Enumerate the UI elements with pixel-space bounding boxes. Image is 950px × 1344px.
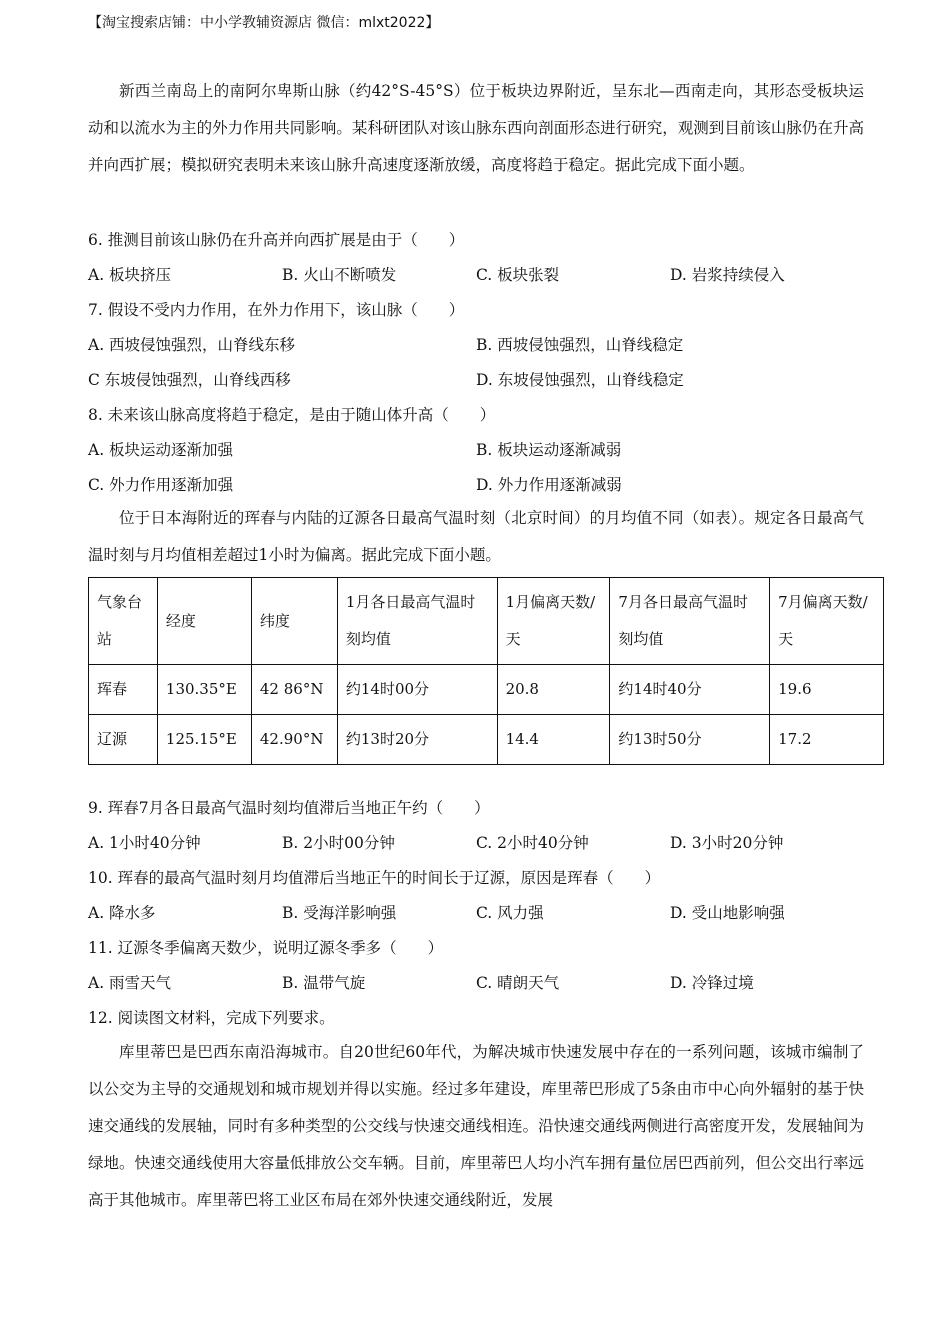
q10-option-a: A. 降水多 xyxy=(88,904,156,922)
header-cell: 7月偏离天数/天 xyxy=(770,578,884,665)
table-cell: 辽源 xyxy=(89,715,158,765)
q9-stem: 9. 珲春7月各日最高气温时刻均值滞后当地正午约（ ） xyxy=(88,799,490,817)
table-header-row xyxy=(89,578,884,665)
table-cell: 17.2 xyxy=(770,715,884,765)
q6-stem: 6. 推测目前该山脉仍在升高并向西扩展是由于（ ） xyxy=(88,231,465,249)
q11-option-d: D. 冷锋过境 xyxy=(670,974,754,992)
q6-option-d: D. 岩浆持续侵入 xyxy=(670,266,785,284)
header-cell: 1月各日最高气温时刻均值 xyxy=(337,578,497,665)
q11-stem: 11. 辽源冬季偏离天数少，说明辽源冬季多（ ） xyxy=(88,939,444,957)
header-cell: 7月各日最高气温时刻均值 xyxy=(610,578,770,665)
header-cell: 气象台站 xyxy=(89,578,158,665)
q6-option-b: B. 火山不断喷发 xyxy=(282,266,397,284)
q8-stem: 8. 未来该山脉高度将趋于稳定，是由于随山体升高（ ） xyxy=(88,406,496,424)
table-cell: 130.35°E xyxy=(157,665,251,715)
q10-option-b: B. 受海洋影响强 xyxy=(282,904,397,922)
q8-option-b: B. 板块运动逐渐减弱 xyxy=(476,441,622,459)
passage-temperature: 位于日本海附近的珲春与内陆的辽源各日最高气温时刻（北京时间）的月均值不同（如表）。规定各日最高气温时刻与月均值相差超过1小时为偏离。据此完成下面小题。 xyxy=(88,509,864,564)
passage-southern-alps: 新西兰南岛上的南阿尔卑斯山脉（约42°S-45°S）位于板块边界附近，呈东北—西南走向，其形态受板块运动和以流水为主的外力作用共同影响。某科研团队对该山脉东西向剖面形态进行研究，观测到目前该山脉仍在升高并向西扩展；模拟研究表明未来该山脉升高速度逐渐放缓，高度将趋于稳定。据此完成下面小题。 xyxy=(88,82,864,174)
q10-option-c: C. 风力强 xyxy=(476,904,544,922)
q11-option-b: B. 温带气旋 xyxy=(282,974,366,992)
header-cell: 纬度 xyxy=(251,578,337,665)
q12-stem: 12. 阅读图文材料，完成下列要求。 xyxy=(88,1009,335,1027)
q9-option-b: B. 2小时00分钟 xyxy=(282,834,395,852)
q7-option-b: B. 西坡侵蚀强烈，山脊线稳定 xyxy=(476,336,684,354)
q7-stem: 7. 假设不受内力作用，在外力作用下，该山脉（ ） xyxy=(88,301,465,319)
table-cell: 42 86°N xyxy=(251,665,337,715)
table-cell: 约13时50分 xyxy=(610,715,770,765)
page-header: 【淘宝搜索店铺：中小学教辅资源店 微信：mlxt2022】 xyxy=(88,15,440,31)
table-cell: 约14时00分 xyxy=(337,665,497,715)
q10-option-d: D. 受山地影响强 xyxy=(670,904,785,922)
q7-option-c: C 东坡侵蚀强烈，山脊线西移 xyxy=(88,371,291,389)
table-cell: 19.6 xyxy=(770,665,884,715)
table-row xyxy=(89,715,884,765)
q6-option-c: C. 板块张裂 xyxy=(476,266,560,284)
table-cell: 20.8 xyxy=(497,665,610,715)
passage-curitiba: 库里蒂巴是巴西东南沿海城市。自20世纪60年代，为解决城市快速发展中存在的一系列问题，该城市编制了以公交为主导的交通规划和城市规划并得以实施。经过多年建设，库里蒂巴形成了5条由市中心向外辐射的基于快速交通线的发展轴，同时有多种类型的公交线与快速交通线相连。沿快速交通线两侧进行高密度开发，发展轴间为绿地。快速交通线使用大容量低排放公交车辆。目前，库里蒂巴人均小汽车拥有量位居巴西前列，但公交出行率远高于其他城市。库里蒂巴将工业区布局在郊外快速交通线附近，发展 xyxy=(88,1043,864,1209)
q6-option-a: A. 板块挤压 xyxy=(88,266,172,284)
q7-option-a: A. 西坡侵蚀强烈，山脊线东移 xyxy=(88,336,296,354)
q9-option-d: D. 3小时20分钟 xyxy=(670,834,784,852)
q10-stem: 10. 珲春的最高气温时刻月均值滞后当地正午的时间长于辽源，原因是珲春（ ） xyxy=(88,869,661,887)
q7-option-d: D. 东坡侵蚀强烈，山脊线稳定 xyxy=(476,371,684,389)
q8-option-a: A. 板块运动逐渐加强 xyxy=(88,441,234,459)
q9-option-c: C. 2小时40分钟 xyxy=(476,834,589,852)
q11-option-c: C. 晴朗天气 xyxy=(476,974,560,992)
table-cell: 42.90°N xyxy=(251,715,337,765)
q8-option-c: C. 外力作用逐渐加强 xyxy=(88,476,234,494)
header-cell: 1月偏离天数/天 xyxy=(497,578,610,665)
table-cell: 约13时20分 xyxy=(337,715,497,765)
table-row xyxy=(89,665,884,715)
header-cell: 经度 xyxy=(157,578,251,665)
q11-option-a: A. 雨雪天气 xyxy=(88,974,172,992)
table-cell: 约14时40分 xyxy=(610,665,770,715)
q9-option-a: A. 1小时40分钟 xyxy=(88,834,201,852)
table-cell: 125.15°E xyxy=(157,715,251,765)
table-cell: 14.4 xyxy=(497,715,610,765)
q8-option-d: D. 外力作用逐渐减弱 xyxy=(476,476,622,494)
table-cell: 珲春 xyxy=(89,665,158,715)
temperature-table xyxy=(88,577,884,765)
